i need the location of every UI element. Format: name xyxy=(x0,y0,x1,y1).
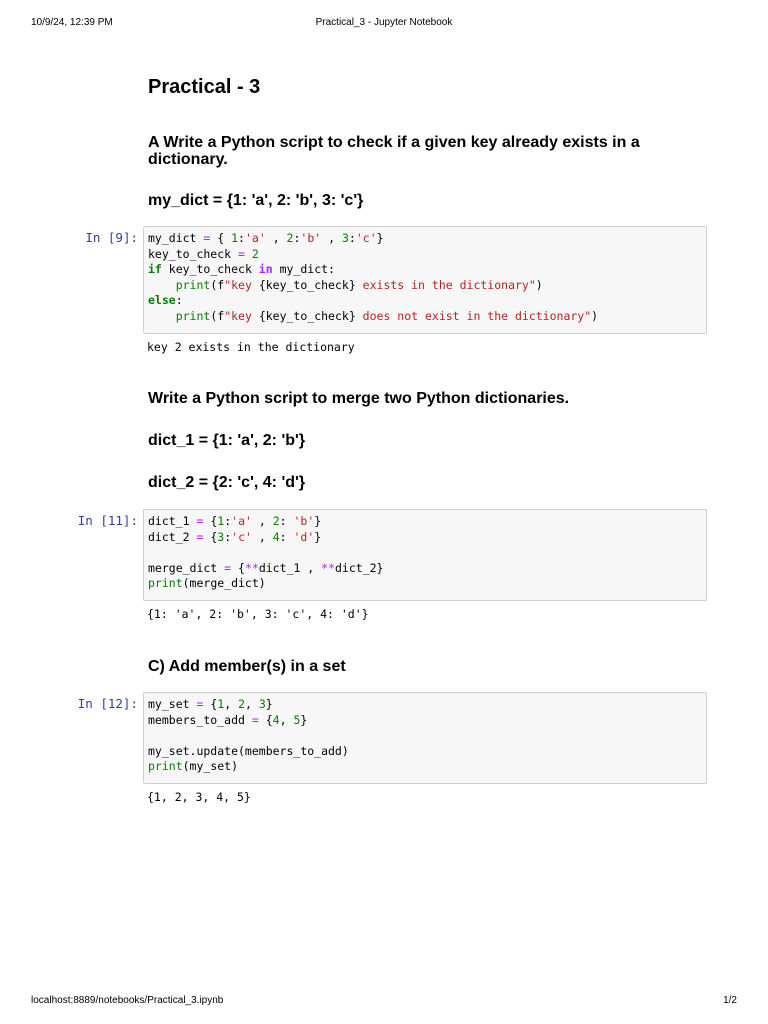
cell-prompt: In [9]: xyxy=(85,230,138,245)
notebook-title: Practical - 3 xyxy=(148,76,261,98)
section-a-example: my_dict = {1: 'a', 2: 'b', 3: 'c'} xyxy=(148,192,364,209)
print-url: localhost:8889/notebooks/Practical_3.ipynb xyxy=(31,995,224,1006)
print-datetime: 10/9/24, 12:39 PM xyxy=(31,17,113,28)
section-b-heading: Write a Python script to merge two Python dictionaries. xyxy=(148,390,570,407)
section-b-example-2: dict_2 = {2: 'c', 4: 'd'} xyxy=(148,474,306,491)
code-editor[interactable]: my_dict = { 1:'a' , 2:'b' , 3:'c'} key_to_check = 2 if key_to_check in my_dict: print(f"key {key_to_check} exists in the dictionary") else: print(f"key {key_to_check} does not exist in the dictionary") xyxy=(143,226,707,334)
cell-output: {1: 'a', 2: 'b', 3: 'c', 4: 'd'} xyxy=(147,607,369,621)
cell-output: {1, 2, 3, 4, 5} xyxy=(147,790,251,804)
print-page-number: 1/2 xyxy=(723,995,737,1006)
cell-prompt: In [12]: xyxy=(77,696,138,711)
section-a-heading: A Write a Python script to check if a given key already exists in a dictionary. xyxy=(148,134,640,168)
code-editor[interactable]: my_set = {1, 2, 3} members_to_add = {4, 5} my_set.update(members_to_add) print(my_set) xyxy=(143,692,707,784)
section-b-example-1: dict_1 = {1: 'a', 2: 'b'} xyxy=(148,432,306,449)
print-title: Practical_3 - Jupyter Notebook xyxy=(315,17,453,28)
section-c-heading: C) Add member(s) in a set xyxy=(148,658,346,675)
cell-output: key 2 exists in the dictionary xyxy=(147,340,355,354)
code-editor[interactable]: dict_1 = {1:'a' , 2: 'b'} dict_2 = {3:'c' , 4: 'd'} merge_dict = {**dict_1 , **dict_2} print(merge_dict) xyxy=(143,509,707,601)
cell-prompt: In [11]: xyxy=(77,513,138,528)
